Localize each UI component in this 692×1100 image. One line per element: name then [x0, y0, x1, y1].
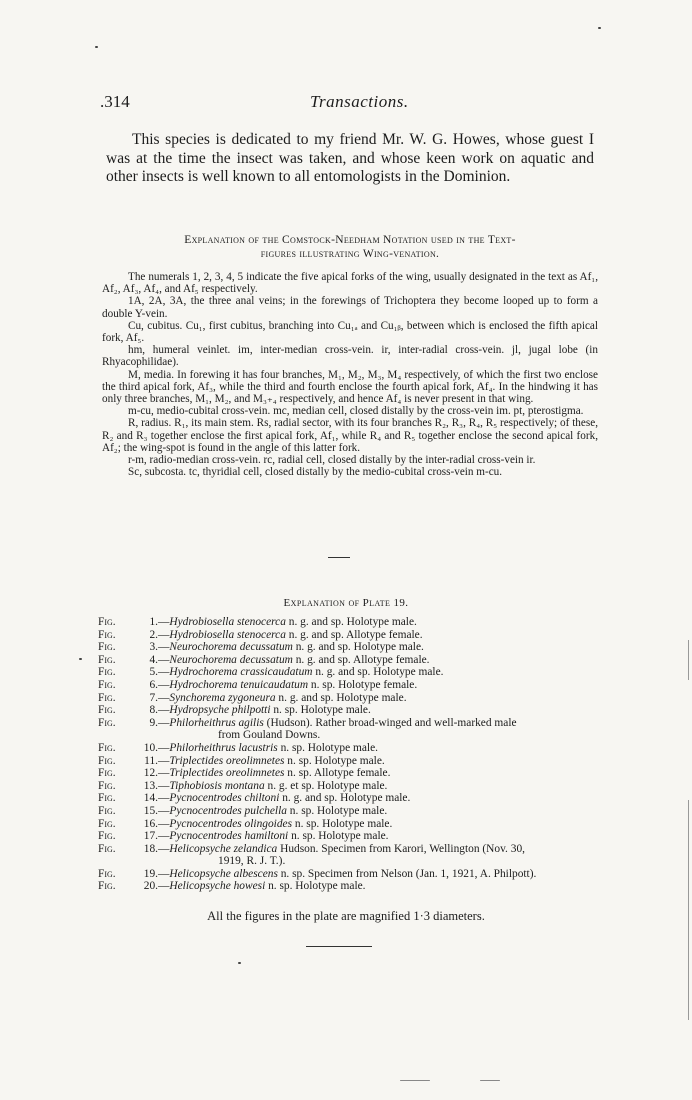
page-number: .314 — [100, 92, 130, 111]
figure-detail: n. sp. Specimen from Nelson (Jan. 1, 1921, A. Philpott). — [277, 867, 537, 880]
figure-label: Fig. — [98, 678, 116, 691]
section-divider — [328, 557, 350, 558]
figure-label: Fig. — [98, 842, 116, 855]
figure-entry — [98, 818, 598, 831]
figure-detail: Hudson. Specimen from Karori, Wellington (Nov. 30, — [277, 842, 525, 855]
figure-label: Fig. — [98, 653, 116, 666]
figure-number: 7. — [149, 691, 158, 704]
figure-entry — [98, 805, 598, 818]
species-name: Triplectides oreolimnetes — [169, 754, 285, 767]
notation-heading — [104, 233, 596, 261]
dedication-text: This species is dedicated to my friend Mr. W. G. Howes, whose guest I was at the time the insect was taken, and whose keen work on aquatic and other insects is well known to all entomologists in the Dominion. — [106, 131, 594, 185]
figure-description: —Helicopsyche howesi n. sp. Holotype male. — [158, 880, 366, 893]
end-rule — [306, 946, 372, 947]
figure-label: Fig. — [98, 767, 116, 780]
figure-label: Fig. — [98, 830, 116, 843]
figure-detail: n. sp. Holotype male. — [265, 880, 366, 893]
figure-detail: n. sp. Allotype female. — [284, 767, 391, 780]
figure-entry — [98, 868, 598, 881]
figure-detail: n. sp. Holotype male. — [286, 804, 388, 817]
figure-label: Fig. — [98, 741, 116, 754]
figure-entry — [98, 843, 598, 856]
species-name: Pycnocentrodes olingoides — [169, 817, 293, 830]
figure-number: 18. — [143, 842, 158, 855]
figure-entry — [98, 679, 598, 692]
figure-label: Fig. — [98, 691, 116, 704]
figure-label: Fig. — [98, 880, 116, 893]
figure-label: Fig. — [98, 616, 116, 628]
notation-heading-line2: figures illustrating Wing-venation. — [260, 248, 440, 260]
figure-description: —Neurochorema decussatum n. g. and sp. Holotype male. — [158, 641, 424, 654]
species-name: Pycnocentrodes hamiltoni — [169, 830, 289, 843]
figure-entry — [98, 792, 598, 805]
figure-detail: n. g. et sp. Holotype male. — [264, 779, 388, 792]
running-title: Transactions. — [310, 92, 409, 111]
species-name: Hydrobiosella stenocerca — [169, 628, 286, 641]
figure-description: —Triplectides oreolimnetes n. sp. Allotype female. — [158, 767, 391, 780]
species-name: Hydropsyche philpotti — [169, 704, 271, 717]
figure-detail: n. g. and sp. Holotype male. — [275, 691, 407, 704]
figure-description: —Philorheithrus lacustris n. sp. Holotype male. — [158, 741, 379, 754]
species-name: Hydrochorema crassicaudatum — [169, 666, 313, 679]
figure-number: 19. — [143, 867, 158, 880]
figure-description: —Hydrochorema tenuicaudatum n. sp. Holotype female. — [158, 678, 418, 691]
figure-detail: n. g. and sp. Holotype male. — [312, 666, 444, 679]
species-name: Triplectides oreolimnetes — [169, 767, 285, 780]
species-name: Helicopsyche zelandica — [169, 842, 278, 855]
figure-entry — [98, 704, 598, 717]
notation-paragraph: The numerals 1, 2, 3, 4, 5 indicate the five apical forks of the wing, usually designated in the text as Af₁, Af₂, Af₃, Af₄, and Af₅ respectively. — [102, 271, 598, 296]
figure-label: Fig. — [98, 666, 116, 679]
figure-number: 16. — [143, 817, 158, 830]
figure-number: 9. — [149, 716, 158, 729]
figure-entry — [98, 830, 598, 843]
figure-number: 4. — [149, 653, 158, 666]
figure-detail: (Hudson). Rather broad-winged and well-marked male — [263, 716, 517, 729]
figure-label: Fig. — [98, 754, 116, 767]
figure-description: —Pycnocentrodes pulchella n. sp. Holotype male. — [158, 804, 388, 817]
figure-description: —Hydropsyche philpotti n. sp. Holotype male. — [158, 704, 371, 717]
species-name: Neurochorema decussatum — [169, 653, 293, 666]
scan-speck — [598, 27, 601, 29]
figure-description: —Triplectides oreolimnetes n. sp. Holotype male. — [158, 754, 385, 767]
figure-label: Fig. — [98, 817, 116, 830]
species-name: Philorheithrus agilis — [169, 716, 264, 729]
scan-speck — [95, 46, 98, 48]
figure-entry — [98, 717, 598, 730]
figure-entry — [98, 666, 598, 679]
notation-paragraph: m-cu, medio-cubital cross-vein. mc, median cell, closed distally by the cross-vein im. pt, pterostigma. — [128, 405, 584, 418]
figure-continuation: from Gouland Downs. — [218, 729, 321, 742]
notation-paragraph: R, radius. R₁, its main stem. Rs, radial sector, with its four branches R₂, R₃, R₄, R₅ respectively; of these, R₂ and R₃ together enclose the first apical fork, Af₁, while R₄ and R₅ together enclose the second apical fork, Af₂; the wing-spot is found in the angle of this latter fork. — [102, 417, 598, 454]
figure-label: Fig. — [98, 779, 116, 792]
magnification-note: All the figures in the plate are magnified 1·3 diameters. — [207, 909, 485, 923]
figure-description: —Helicopsyche albescens n. sp. Specimen from Nelson (Jan. 1, 1921, A. Philpott). — [158, 867, 537, 880]
figure-entry — [98, 629, 598, 642]
figure-number: 8. — [149, 704, 158, 717]
figure-number: 6. — [149, 678, 158, 691]
species-name: Tiphobiosis montana — [169, 779, 265, 792]
figure-description: —Helicopsyche zelandica Hudson. Specimen from Karori, Wellington (Nov. 30, — [158, 842, 525, 855]
figure-label: Fig. — [98, 628, 116, 641]
figure-label: Fig. — [98, 716, 116, 729]
figure-number: 20. — [143, 880, 158, 893]
species-name: Neurochorema decussatum — [169, 641, 293, 654]
figure-description: —Hydrobiosella stenocerca n. g. and sp. Holotype male. — [158, 616, 417, 628]
figure-detail: n. sp. Holotype male. — [292, 817, 393, 830]
figure-description: —Neurochorema decussatum n. g. and sp. Allotype female. — [158, 653, 430, 666]
notation-body — [102, 271, 598, 478]
figure-label: Fig. — [98, 804, 116, 817]
notation-heading-line1: Explanation of the Comstock-Needham Notation used in the Text- — [184, 234, 516, 246]
figure-description: —Philorheithrus agilis (Hudson). Rather broad-winged and well-marked male — [158, 716, 517, 729]
figure-description: —Pycnocentrodes olingoides n. sp. Holotype male. — [158, 817, 393, 830]
notation-paragraph: hm, humeral veinlet. im, inter-median cross-vein. ir, inter-radial cross-vein. jl, jugal lobe (in Rhyacophilidae). — [102, 344, 598, 369]
figure-entry — [98, 641, 598, 654]
figure-number: 10. — [143, 741, 158, 754]
notation-paragraph: M, media. In forewing it has four branches, M₁, M₂, M₃, M₄ respectively, of which the first two enclose the third apical fork, Af₃, while the third and fourth enclose the fourth apical fork, Af₄. In the hindwing it has only three branches, M₁, M₂, and M₃₊₄ respectively, and hence Af₄ is never present in that wing. — [102, 368, 598, 406]
figure-description: —Pycnocentrodes chiltoni n. g. and sp. Holotype male. — [158, 792, 411, 805]
figure-number: 1. — [149, 616, 158, 628]
figure-entry — [98, 742, 598, 755]
figure-entry — [98, 767, 598, 780]
figure-number: 11. — [144, 754, 158, 767]
scan-speck — [480, 1080, 500, 1081]
figure-detail: n. g. and sp. Holotype male. — [285, 616, 417, 628]
figure-detail: n. sp. Holotype male. — [270, 704, 371, 717]
species-name: Pycnocentrodes chiltoni — [169, 792, 280, 805]
figure-list — [98, 616, 598, 893]
scan-margin-line — [688, 640, 689, 680]
figure-description: —Tiphobiosis montana n. g. et sp. Holotype male. — [158, 779, 388, 792]
figure-continuation: 1919, R. J. T.). — [218, 855, 286, 868]
figure-label: Fig. — [98, 704, 116, 717]
figure-detail: n. sp. Holotype male. — [284, 754, 385, 767]
figure-description: —Hydrochorema crassicaudatum n. g. and sp. Holotype male. — [158, 666, 444, 679]
species-name: Pycnocentrodes pulchella — [169, 804, 287, 817]
scan-speck — [79, 658, 82, 660]
figure-detail: n. g. and sp. Allotype female. — [285, 628, 423, 641]
figure-number: 17. — [143, 830, 158, 843]
figure-entry — [98, 755, 598, 768]
figure-number: 14. — [143, 792, 158, 805]
page-header — [100, 92, 600, 114]
scan-speck — [238, 962, 241, 964]
figure-number: 5. — [149, 666, 158, 679]
figure-number: 15. — [143, 804, 158, 817]
figure-label: Fig. — [98, 792, 116, 805]
species-name: Hydrobiosella stenocerca — [169, 616, 286, 628]
notation-paragraph: 1A, 2A, 3A, the three anal veins; in the forewings of Trichoptera they become looped up to form a double Y-vein. — [102, 295, 598, 320]
figure-entry — [98, 616, 598, 629]
figure-entry — [98, 692, 598, 705]
figure-detail: n. sp. Holotype female. — [308, 678, 418, 691]
figure-label: Fig. — [98, 867, 116, 880]
figure-number: 2. — [149, 628, 158, 641]
species-name: Helicopsyche albescens — [169, 867, 278, 880]
dedication-paragraph — [106, 131, 594, 187]
scan-speck — [400, 1080, 430, 1081]
figure-detail: n. g. and sp. Holotype male. — [279, 792, 411, 805]
figure-number: 3. — [149, 641, 158, 654]
plate-heading: Explanation of Plate 19. — [283, 597, 409, 609]
figure-entry — [98, 654, 598, 667]
figure-detail: n. sp. Holotype male. — [288, 830, 389, 843]
scan-margin-line — [688, 800, 689, 1020]
figure-detail: n. g. and sp. Allotype female. — [292, 653, 430, 666]
figure-number: 13. — [143, 779, 158, 792]
figure-description: —Synchorema zygoneura n. g. and sp. Holotype male. — [158, 691, 407, 704]
figure-description: —Pycnocentrodes hamiltoni n. sp. Holotype male. — [158, 830, 389, 843]
figure-detail: n. g. and sp. Holotype male. — [292, 641, 424, 654]
figure-detail: n. sp. Holotype male. — [277, 741, 379, 754]
species-name: Synchorema zygoneura — [169, 691, 276, 704]
figure-description: —Hydrobiosella stenocerca n. g. and sp. Allotype female. — [158, 628, 423, 641]
species-name: Helicopsyche howesi — [169, 880, 266, 893]
figure-label: Fig. — [98, 641, 116, 654]
notation-paragraph: r-m, radio-median cross-vein. rc, radial cell, closed distally by the inter-radial cross-vein ir. — [128, 454, 536, 467]
figure-entry — [98, 780, 598, 793]
figure-entry — [98, 880, 598, 893]
figure-number: 12. — [143, 767, 158, 780]
species-name: Philorheithrus lacustris — [169, 741, 278, 754]
species-name: Hydrochorema tenuicaudatum — [169, 678, 309, 691]
notation-paragraph: Cu, cubitus. Cu₁, first cubitus, branching into Cu₁ₐ and Cu₁ᵦ, between which is enclosed the fifth apical fork, Af₅. — [102, 319, 598, 345]
notation-paragraph: Sc, subcosta. tc, thyridial cell, closed distally by the medio-cubital cross-vein m-cu. — [128, 466, 503, 479]
